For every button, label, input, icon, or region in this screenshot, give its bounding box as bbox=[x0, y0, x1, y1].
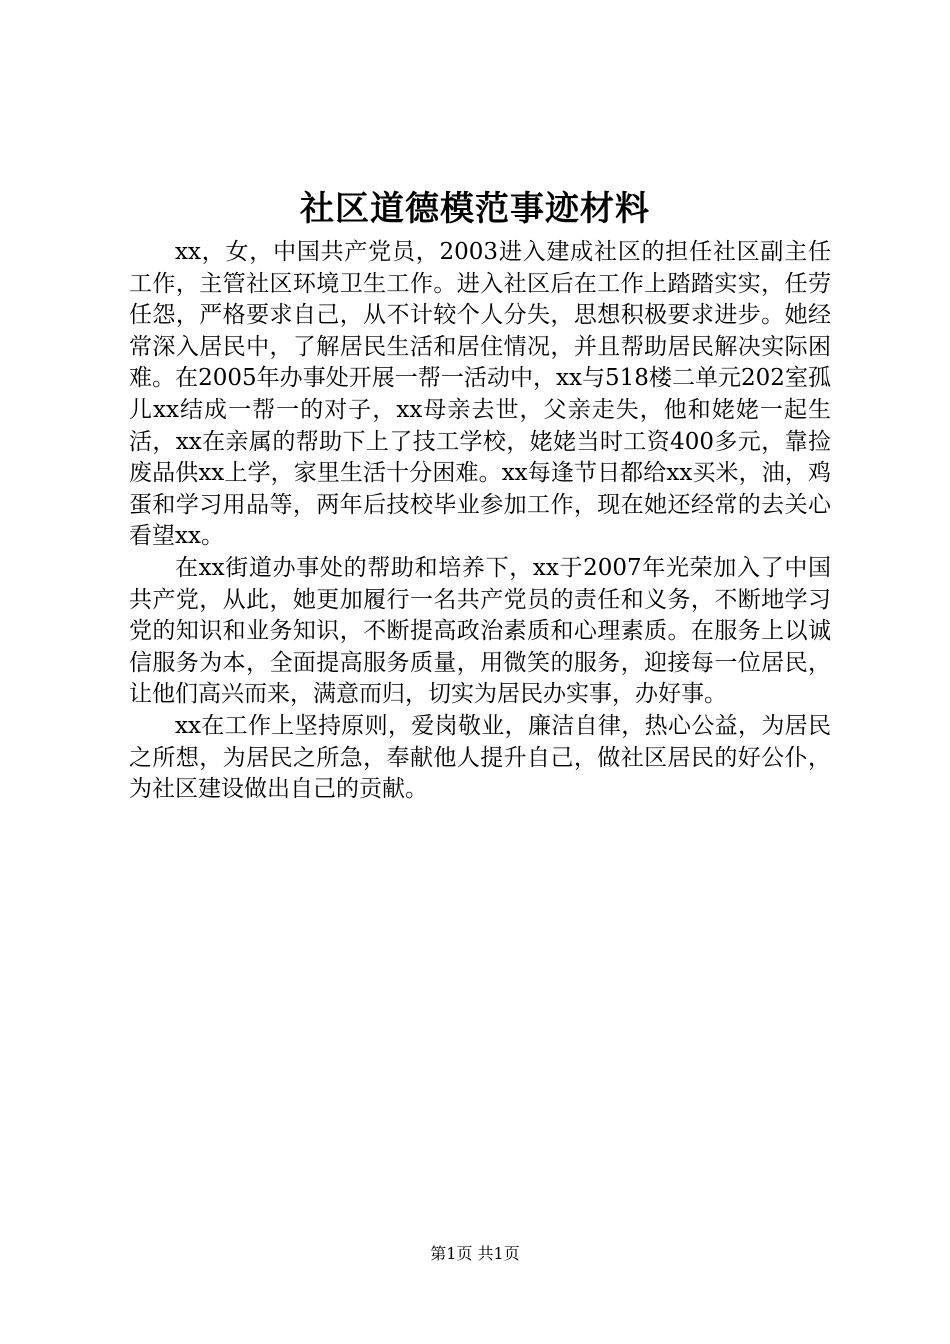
document-title: 社区道德模范事迹材料 bbox=[300, 189, 650, 229]
page-footer: 第1页 共1页 bbox=[430, 1244, 520, 1263]
paragraph-3: xx在工作上坚持原则，爱岗敬业，廉洁自律，热心公益，为居民之所想，为居民之所急，奉献他人提升自己，做社区居民的好公仆，为社区建设做出自己的贡献。 bbox=[129, 712, 831, 803]
document-body bbox=[129, 237, 831, 806]
paragraph-2: 在xx街道办事处的帮助和培养下，xx于2007年光荣加入了中国共产党，从此，她更加履行一名共产党员的责任和义务，不断地学习党的知识和业务知识，不断提高政治素质和心理素质。在服务上以诚信服务为本，全面提高服务质量，用微笑的服务，迎接每一位居民，让他们高兴而来，满意而归，切实为居民办实事，办好事。 bbox=[129, 554, 831, 708]
paragraph-1: xx，女，中国共产党员，2003进入建成社区的担任社区副主任工作，主管社区环境卫生工作。进入社区后在工作上踏踏实实，任劳任怨，严格要求自己，从不计较个人分失，思想积极要求进步。她经常深入居民中，了解居民生活和居住情况，并且帮助居民解决实际困难。在2005年办事处开展一帮一活动中，xx与518楼二单元202室孤儿xx结成一帮一的对子，xx母亲去世，父亲走失，他和姥姥一起生活，xx在亲属的帮助下上了技工学校，姥姥当时工资400多元，靠捡废品供xx上学，家里生活十分困难。xx每逢节日都给xx买米，油，鸡蛋和学习用品等，两年后技校毕业参加工作，现在她还经常的去关心看望xx。 bbox=[129, 239, 831, 550]
